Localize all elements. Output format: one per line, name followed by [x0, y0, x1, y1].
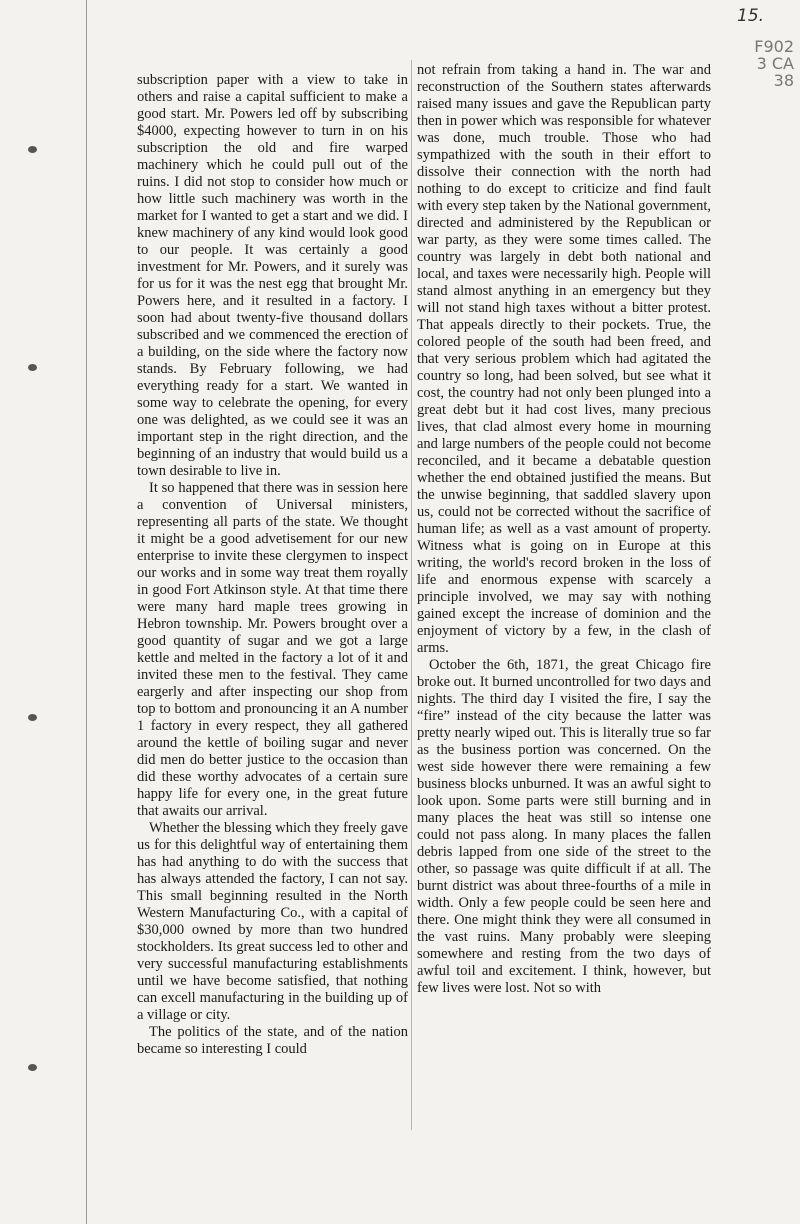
scan-edge-line: [86, 0, 87, 1224]
paragraph: Whether the blessing which they freely gave us for this delightful way of entertaining them has had anything to do with the success that has always attended the factory, I can not say. This small beginning resulted in the North Western Manufacturing Co., with a capital of $30,000 owned by more than two hundred stockholders. Its great success led to other and very successful manufacturing establishments until we have become satisfied, that nothing can excell manufacturing in the building up of a village or city.: [137, 820, 408, 1023]
binding-hole: [28, 364, 37, 371]
paragraph: October the 6th, 1871, the great Chicago fire broke out. It burned uncontrolled for two days and nights. The third day I visited the fire, I say the “fire” instead of the city because the latter was pretty nearly wiped out. This is literally true so far as the business portion was concerned. On the west side however there were remaining a few business blocks unburned. It was an awful sight to look upon. Some parts were still burning and in many places the heat was still so intense one could not pass along. In many places the fallen debris lapped from one side of the street to the other, so passage was quite difficult if at all. The burnt district was about three-fourths of a mile in width. Only a few people could be seen here and there. One might think they were all consumed in the vast ruins. Many probably were sleeping somewhere and resting from the two days of awful toil and excitement. I think, however, but few lives were lost. Not so with: [417, 657, 711, 996]
right-column: [417, 62, 711, 997]
binding-hole: [28, 146, 37, 153]
page-number: 15.: [737, 6, 765, 26]
paragraph: The politics of the state, and of the nation became so interesting I could: [137, 1024, 408, 1057]
binding-hole: [28, 714, 37, 721]
left-column: [137, 72, 408, 1058]
paragraph: It so happened that there was in session here a convention of Universal ministers, representing all parts of the state. We thought it might be a good advetisement for our new enterprise to invite these clergymen to inspect our works and in some way treat them royally in good Fort Atkinson style. At that time there were many hard maple trees growing in Hebron township. Mr. Powers brought over a good quantity of sugar and we got a large kettle and melted in the factory a lot of it and invited these men to the festival. They came eargerly and after inspecting our shop from top to bottom and pronouncing it an A number 1 factory in every respect, they all gathered around the kettle of boiling sugar and never did men do better justice to the occasion than did these worthy advocates of a certain sure happy life for every one, in the great future that awaits our arrival.: [137, 480, 408, 819]
ms-code-line: F902: [754, 37, 794, 56]
paragraph: subscription paper with a view to take in others and raise a capital sufficient to make a good start. Mr. Powers led off by subscribing $4000, expecting however to turn in on his subscription the old and fire warped machinery which he could pull out of the ruins. I did not stop to consider how much or how little such machinery was worth in the market for I wanted to get a start and we did. I knew machinery of any kind would look good to our people. It was certainly a good investment for Mr. Powers, and it surely was for us for it was the nest egg that brought Mr. Powers here, and it resulted in a factory. I soon had about twenty-five thousand dollars subscribed and we commenced the erection of a building, on the side where the factory now stands. By February following, we had everything ready for a start. We wanted in some way to celebrate the opening, for every one was delighted, as we could see it was an important step in the right direction, and the beginning of an industry that would build us a town desirable to live in.: [137, 72, 408, 479]
paragraph: not refrain from taking a hand in. The war and reconstruction of the Southern states afterwards raised many issues and gave the Republican party then in power which was responsible for whatever was done, much trouble. Those who had sympathized with the south in their effort to dissolve their connection with the north had nothing to do except to criticize and find fault with every step taken by the National government, directed and administered by the Republican or war party, as they were some times called. The country was largely in debt both national and local, and taxes were necessarily high. People will stand almost anything in an emergency but they will not stand high taxes without a bitter protest. That appeals directly to their pockets. True, the colored people of the south had been freed, and that very serious problem which had agitated the country so long, had been solved, but see what it cost, the country had not only been plunged into a great debt but it had cost lives, many precious lives, that clad almost every home in mourning and large numbers of the people could not become reconciled, and it became a debatable question whether the end obtained justified the means. But the unwise beginning, that saddled slavery upon us, could not be corrected without the sacrifice of human life; as well as a vast amount of property. Witness what is going on in Europe at this writing, the world's record broken in the loss of life and enormous expense with scarcely a principle involved, we may say with nothing gained except the increase of dominion and the enjoyment of victory by a few, in the clash of arms.: [417, 62, 711, 656]
ms-code-line: 38: [773, 71, 794, 90]
binding-hole: [28, 1064, 37, 1071]
column-divider: [411, 60, 412, 1130]
ms-code-line: 3 CA: [756, 54, 794, 73]
manuscript-code-annotation: [708, 38, 794, 89]
